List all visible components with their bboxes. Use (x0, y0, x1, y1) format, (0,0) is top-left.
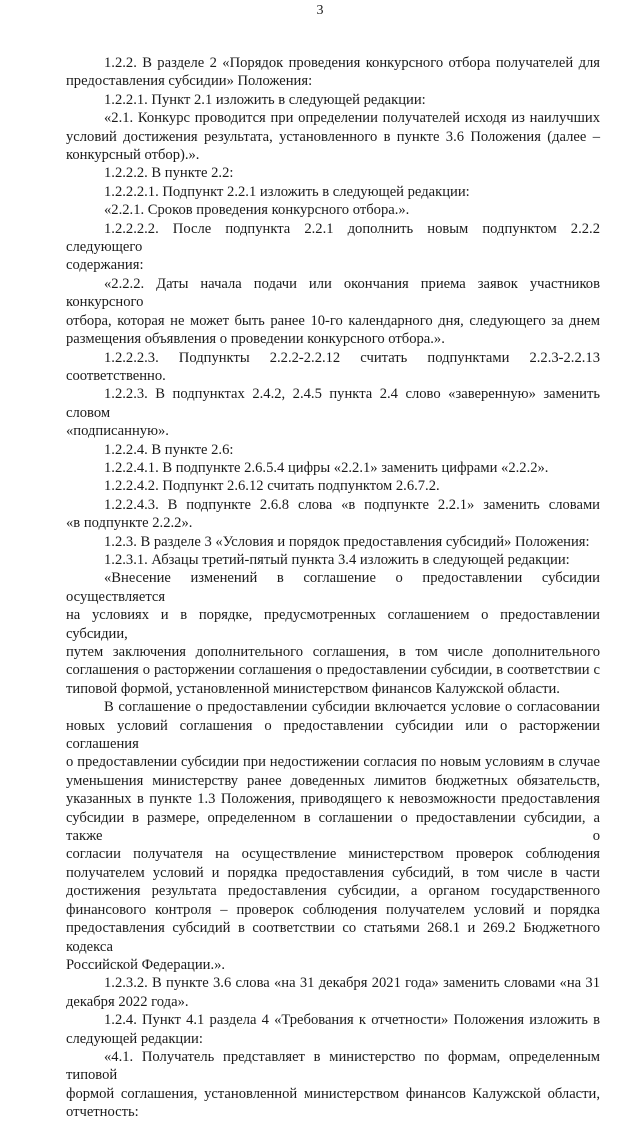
paragraph (66, 220, 600, 275)
text-line: 1.2.2.4. В пункте 2.6: (104, 441, 234, 458)
text-line: типовой формой, установленной министерством финансов Калужской области. (66, 680, 560, 697)
text-line: следующей редакции: (66, 1030, 203, 1047)
text-line: достижения результата предоставления субсидии, а органом государственного (66, 883, 600, 900)
text-line: «в подпункте 2.2.2». (66, 515, 193, 532)
paragraph (66, 441, 600, 459)
text-line: субсидии в размере, определенном в соглашении о предоставлении субсидии, а также о (66, 809, 600, 845)
text-line: 1.2.3.1. Абзацы третий-пятый пункта 3.4 изложить в следующей редакции: (104, 551, 570, 568)
paragraph (66, 164, 600, 182)
text-line: согласии получателя на осуществление министерством проверок соблюдения (66, 846, 600, 863)
paragraph (66, 974, 600, 1011)
text-line: 1.2.2.2.2. После подпункта 2.2.1 дополнить новым подпунктом 2.2.2 следующего (66, 220, 600, 256)
paragraph (66, 275, 600, 349)
text-line: «2.2.2. Даты начала подачи или окончания приема заявок участников конкурсного (66, 275, 600, 311)
text-line: «2.1. Конкурс проводится при определении получателей исходя из наилучших (104, 110, 600, 127)
text-line: 1.2.2.2.3. Подпункты 2.2.2-2.2.12 считать подпунктами 2.2.3-2.2.13 (104, 349, 600, 366)
paragraph (66, 551, 600, 569)
paragraph (66, 54, 600, 91)
text-line: 1.2.2. В разделе 2 «Порядок проведения конкурсного отбора получателей для (104, 55, 600, 71)
paragraph (66, 183, 600, 201)
text-line: 1.2.3.2. В пункте 3.6 слова «на 31 декабря 2021 года» заменить словами «на 31 (104, 975, 600, 992)
paragraph (66, 349, 600, 386)
text-line: соглашения о расторжении соглашения о предоставлении субсидии, в соответствии с (66, 662, 600, 679)
text-line: 1.2.2.4.2. Подпункт 2.6.12 считать подпунктом 2.6.7.2. (104, 478, 440, 495)
text-line: соответственно. (66, 367, 166, 384)
text-line: новых условий соглашения о предоставлении субсидии или о расторжении соглашения (66, 717, 600, 753)
text-line: «2.2.1. Сроков проведения конкурсного отбора.». (104, 202, 410, 219)
text-line: конкурсный отбор).». (66, 147, 200, 164)
text-line: «подписанную». (66, 423, 169, 440)
text-line: предоставления субсидии» Положения: (66, 73, 313, 90)
paragraph (66, 459, 600, 477)
document-body (66, 54, 600, 1122)
text-line: 1.2.2.4.1. В подпункте 2.6.5.4 цифры «2.2.1» заменить цифрами «2.2.2». (104, 459, 549, 476)
text-line: 1.2.3. В разделе 3 «Условия и порядок предоставления субсидий» Положения: (104, 533, 590, 550)
text-line: 1.2.2.2.1. Подпункт 2.2.1 изложить в следующей редакции: (104, 183, 470, 200)
paragraph (66, 569, 600, 698)
text-line: 1.2.2.1. Пункт 2.1 изложить в следующей редакции: (104, 91, 426, 108)
text-line: уменьшения министерству ранее доведенных лимитов бюджетных обязательств, (66, 772, 600, 789)
text-line: содержания: (66, 257, 144, 274)
paragraph (66, 385, 600, 440)
paragraph (66, 477, 600, 495)
text-line: условий достижения результата, установленного в пункте 3.6 Положения (далее – (66, 128, 600, 145)
text-line: отбора, которая не может быть ранее 10-го календарного дня, следующего за днем (66, 312, 600, 329)
text-line: В соглашение о предоставлении субсидии включается условие о согласовании (104, 699, 600, 716)
text-line: «4.1. Получатель представляет в министерство по формам, определенным типовой (66, 1048, 600, 1084)
text-line: финансового контроля – проверок соблюдения получателем условий и порядка (66, 901, 600, 918)
text-line: предоставления субсидий в соответствии со статьями 268.1 и 269.2 Бюджетного кодекса (66, 920, 600, 955)
text-line: получателем условий и порядка предоставления субсидий, в том числе в части (66, 864, 600, 881)
paragraph (66, 1011, 600, 1048)
paragraph (66, 91, 600, 109)
paragraph (66, 533, 600, 551)
paragraph (66, 201, 600, 219)
text-line: декабря 2022 года». (66, 993, 189, 1010)
text-line: указанных в пункте 1.3 Положения, приводящего к невозможности предоставления (66, 791, 600, 808)
text-line: формой соглашения, установленной министерством финансов Калужской области, (66, 1085, 600, 1102)
paragraph (66, 496, 600, 533)
text-line: путем заключения дополнительного соглашения, в том числе дополнительного (66, 644, 600, 660)
page-number: 3 (316, 3, 324, 18)
text-line: отчетность: (66, 1104, 139, 1121)
text-line: 1.2.2.3. В подпунктах 2.4.2, 2.4.5 пункта 2.4 слово «заверенную» заменить словом (66, 386, 600, 421)
text-line: Российской Федерации.». (66, 956, 226, 973)
text-line: 1.2.4. Пункт 4.1 раздела 4 «Требования к отчетности» Положения изложить в (104, 1012, 600, 1029)
text-line: «Внесение изменений в соглашение о предоставлении субсидии осуществляется (66, 570, 600, 605)
text-line: о предоставлении субсидии при недостижении согласия по новым условиям в случае (66, 754, 600, 771)
text-line: размещения объявления о проведении конкурсного отбора.». (66, 331, 445, 348)
text-line: 1.2.2.2. В пункте 2.2: (104, 165, 234, 182)
paragraph (66, 109, 600, 164)
paragraph (66, 698, 600, 974)
text-line: 1.2.2.4.3. В подпункте 2.6.8 слова «в подпункте 2.2.1» заменить словами (104, 496, 600, 513)
paragraph (66, 1048, 600, 1122)
text-line: на условиях и в порядке, предусмотренных соглашением о предоставлении субсидии, (66, 607, 600, 642)
